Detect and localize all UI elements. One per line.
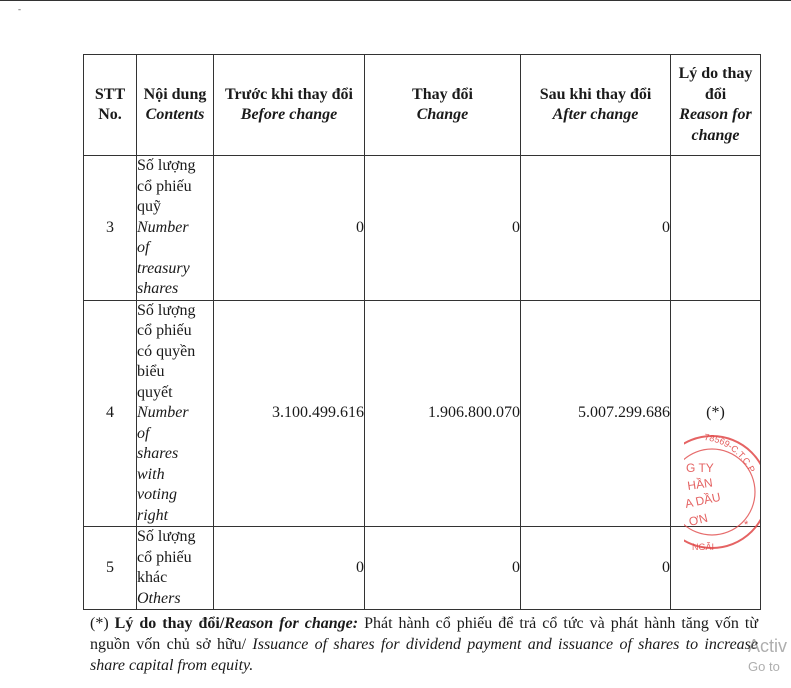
- footnote-text-en: Issuance of shares for dividend payment and issuance of shares to increase share capital from equity.: [90, 636, 759, 674]
- row-contents-vi: Số lượng cổ phiếu quỹ: [137, 157, 196, 215]
- header-change-vi: Thay đổi: [412, 85, 473, 103]
- header-contents: [137, 55, 214, 156]
- table-row: [84, 527, 761, 610]
- header-before-en: Before change: [240, 106, 338, 123]
- row-reason: [671, 156, 761, 301]
- windows-activation-watermark: [748, 636, 787, 674]
- row-stt: 3: [84, 156, 137, 301]
- row-after-value: 5.007.299.686: [521, 300, 671, 527]
- row-change-value: 1.906.800.070: [365, 300, 521, 527]
- footnote-label-en: Reason for change:: [224, 615, 359, 632]
- row-reason: (*): [671, 300, 761, 527]
- row-before-value: 0: [214, 156, 365, 301]
- header-reason-vi: Lý do thay đổi: [678, 65, 753, 103]
- header-after: [521, 55, 671, 156]
- seal-line: G TY: [686, 461, 714, 475]
- row-before-value: 0: [214, 527, 365, 610]
- seal-line: NGÃI: [692, 542, 715, 552]
- table-row: [84, 300, 761, 527]
- header-contents-vi: Nội dung: [143, 85, 207, 103]
- footnote-label-vi: Lý do thay đổi/: [114, 615, 225, 632]
- seal-star-icon: *: [744, 519, 749, 531]
- header-change: [365, 55, 521, 156]
- row-contents: [137, 156, 214, 301]
- header-reason: [671, 55, 761, 156]
- row-contents: [137, 527, 214, 610]
- row-contents-vi: Số lượng cổ phiếu khác: [137, 528, 196, 586]
- row-before-value: 3.100.499.616: [214, 300, 365, 527]
- row-stt: 4: [84, 300, 137, 527]
- row-change-value: 0: [365, 527, 521, 610]
- header-before-vi: Trước khi thay đổi: [225, 85, 353, 103]
- header-after-vi: Sau khi thay đổi: [539, 85, 652, 103]
- seal-line: ƠN: [687, 510, 710, 529]
- row-stt: 5: [84, 527, 137, 610]
- table-row: [84, 156, 761, 301]
- header-after-en: After change: [552, 106, 639, 123]
- header-stt-en: No.: [98, 106, 122, 123]
- header-change-en: Change: [416, 106, 469, 123]
- row-after-value: 0: [521, 156, 671, 301]
- row-contents-vi: Số lượng cổ phiếu có quyền biểu quyết: [137, 301, 196, 401]
- seal-arc-text: 78569-C.T.C.P: [703, 432, 757, 475]
- header-before: [214, 55, 365, 156]
- top-border-line: [0, 0, 791, 1]
- row-contents-en: Number of treasury shares: [137, 218, 190, 297]
- row-contents: [137, 300, 214, 527]
- corner-mark: -: [18, 4, 21, 14]
- header-reason-en: Reason for change: [679, 106, 752, 144]
- footnote: [90, 613, 758, 676]
- row-after-value: 0: [521, 527, 671, 610]
- header-contents-en: Contents: [145, 106, 205, 123]
- row-contents-en: Others: [137, 589, 181, 607]
- row-change-value: 0: [365, 156, 521, 301]
- share-change-table: [83, 54, 761, 610]
- goto-text: Go to: [748, 659, 780, 674]
- row-reason: [671, 527, 761, 610]
- footnote-prefix: (*): [90, 615, 115, 632]
- seal-line: HẦN: [686, 475, 714, 493]
- row-contents-en: Number of shares with voting right: [137, 404, 189, 524]
- table-header-row: [84, 55, 761, 156]
- activate-text: Activ: [748, 636, 788, 656]
- footnote-text-vi: Phát hành cổ phiếu để trả cổ tức và phát hành tăng vốn từ nguồn vốn chủ sở hữu/: [90, 615, 759, 653]
- header-stt: [84, 55, 137, 156]
- header-stt-vi: STT: [94, 85, 126, 103]
- seal-line: A DẦU: [684, 489, 722, 511]
